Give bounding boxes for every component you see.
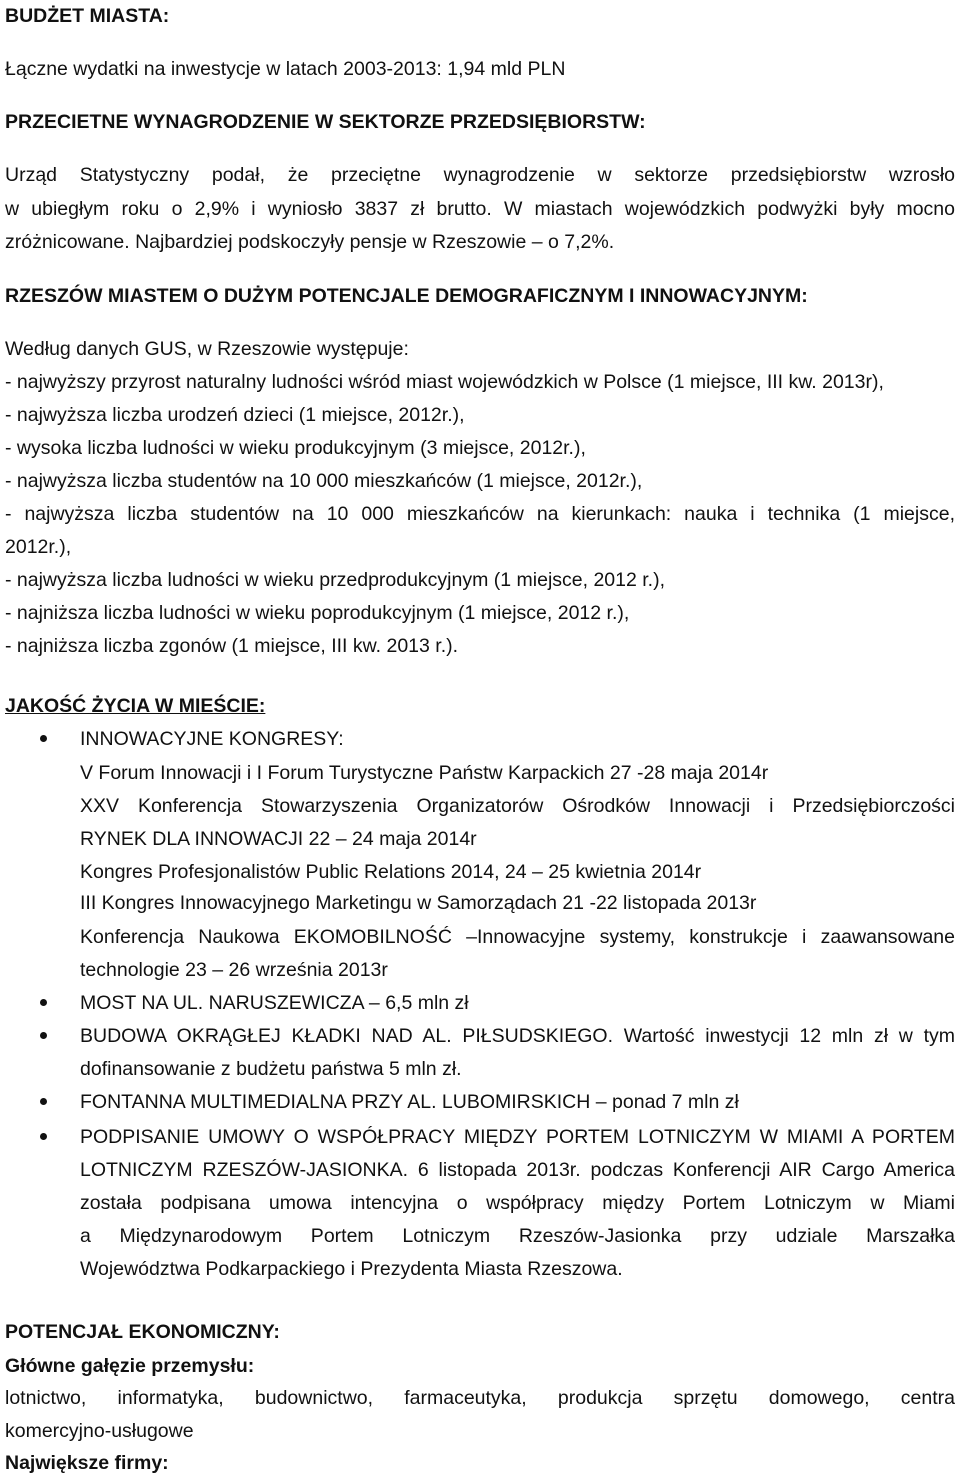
- wynagrodzenie-line: zróżnicowane. Najbardziej podskoczyły pensje w Rzeszowie – o 7,2%.: [5, 231, 615, 253]
- kongres-item: RYNEK DLA INNOWACJI 22 – 24 maja 2014r: [80, 828, 477, 850]
- demografia-item: 2012r.),: [5, 536, 72, 558]
- umowa-item: a Międzynarodowym Portem Lotniczym Rzeszów-Jasionka przy udziale Marszałka: [80, 1225, 955, 1247]
- umowa-item: została podpisana umowa intencyjna o współpracy między Portem Lotniczym w Miami: [80, 1192, 955, 1214]
- kongres-item: V Forum Innowacji i I Forum Turystyczne Państw Karpackich 27 -28 maja 2014r: [80, 762, 769, 784]
- umowa-item: PODPISANIE UMOWY O WSPÓŁPRACY MIĘDZY PORTEM LOTNICZYM W MIAMI A PORTEM: [80, 1126, 955, 1148]
- demografia-heading: RZESZÓW MIASTEM O DUŻYM POTENCJALE DEMOGRAFICZNYM I INNOWACYJNYM:: [5, 285, 808, 307]
- fontanna-item: FONTANNA MULTIMEDIALNA PRZY AL. LUBOMIRSKICH – ponad 7 mln zł: [80, 1091, 739, 1113]
- bullet-icon: [40, 1133, 47, 1140]
- kongres-item: Konferencja Naukowa EKOMOBILNOŚĆ –Innowacyjne systemy, konstrukcje i zaawansowane: [80, 926, 955, 948]
- demografia-item: - najwyższa liczba ludności w wieku przedprodukcyjnym (1 miejsce, 2012 r.),: [5, 569, 666, 591]
- galezie-line: komercyjno-usługowe: [5, 1420, 194, 1442]
- galezie-line: lotnictwo, informatyka, budownictwo, farmaceutyka, produkcja sprzętu domowego, centra: [5, 1387, 955, 1409]
- bullet-icon: [40, 1098, 47, 1105]
- demografia-item: - najwyższa liczba urodzeń dzieci (1 miejsce, 2012r.),: [5, 404, 465, 426]
- kladka-item: dofinansowanie z budżetu państwa 5 mln zł.: [80, 1058, 462, 1080]
- umowa-item: Województwa Podkarpackiego i Prezydenta Miasta Rzeszowa.: [80, 1258, 623, 1280]
- kongres-item: XXV Konferencja Stowarzyszenia Organizatorów Ośrodków Innowacji i Przedsiębiorczości: [80, 795, 955, 817]
- demografia-intro: Według danych GUS, w Rzeszowie występuje:: [5, 338, 409, 360]
- demografia-item: - najwyższa liczba studentów na 10 000 mieszkańców (1 miejsce, 2012r.),: [5, 470, 643, 492]
- demografia-item: - najwyższy przyrost naturalny ludności wśród miast wojewódzkich w Polsce (1 miejsce, III kw. 2013r),: [5, 371, 884, 393]
- kongres-item: III Kongres Innowacyjnego Marketingu w Samorządach 21 -22 listopada 2013r: [80, 892, 757, 914]
- wynagrodzenie-line: Urząd Statystyczny podał, że przeciętne wynagrodzenie w sektorze przedsiębiorstw wzrosło: [5, 164, 955, 186]
- kongres-item: technologie 23 – 26 września 2013r: [80, 959, 388, 981]
- bullet-icon: [40, 1032, 47, 1039]
- bullet-icon: [40, 999, 47, 1006]
- firmy-label: Największe firmy:: [5, 1452, 169, 1474]
- wynagrodzenie-line: w ubiegłym roku o 2,9% i wyniosło 3837 zł brutto. W miastach wojewódzkich podwyżki były mocno: [5, 198, 955, 220]
- kongres-item: Kongres Profesjonalistów Public Relations 2014, 24 – 25 kwietnia 2014r: [80, 861, 702, 883]
- wynagrodzenie-heading: PRZECIETNE WYNAGRODZENIE W SEKTORZE PRZEDSIĘBIORSTW:: [5, 111, 646, 133]
- umowa-item: LOTNICZYM RZESZÓW-JASIONKA. 6 listopada 2013r. podczas Konferencji AIR Cargo America: [80, 1159, 955, 1181]
- jakosc-heading: JAKOŚĆ ŻYCIA W MIEŚCIE:: [5, 695, 266, 717]
- kladka-item: BUDOWA OKRĄGŁEJ KŁADKI NAD AL. PIŁSUDSKIEGO. Wartość inwestycji 12 mln zł w tym: [80, 1025, 955, 1047]
- bullet-icon: [40, 735, 47, 742]
- galezie-label: Główne gałęzie przemysłu:: [5, 1355, 255, 1377]
- demografia-item: - najniższa liczba zgonów (1 miejsce, III kw. 2013 r.).: [5, 635, 459, 657]
- budzet-heading: BUDŻET MIASTA:: [5, 5, 170, 27]
- demografia-item: - wysoka liczba ludności w wieku produkcyjnym (3 miejsce, 2012r.),: [5, 437, 586, 459]
- ekonomia-heading: POTENCJAŁ EKONOMICZNY:: [5, 1321, 280, 1343]
- demografia-item: - najwyższa liczba studentów na 10 000 mieszkańców na kierunkach: nauka i technika (1 miejsce,: [5, 503, 955, 525]
- most-item: MOST NA UL. NARUSZEWICZA – 6,5 mln zł: [80, 992, 469, 1014]
- budzet-line: Łączne wydatki na inwestycje w latach 2003-2013: 1,94 mld PLN: [5, 58, 566, 80]
- demografia-item: - najniższa liczba ludności w wieku poprodukcyjnym (1 miejsce, 2012 r.),: [5, 602, 630, 624]
- kongresy-title: INNOWACYJNE KONGRESY:: [80, 728, 344, 750]
